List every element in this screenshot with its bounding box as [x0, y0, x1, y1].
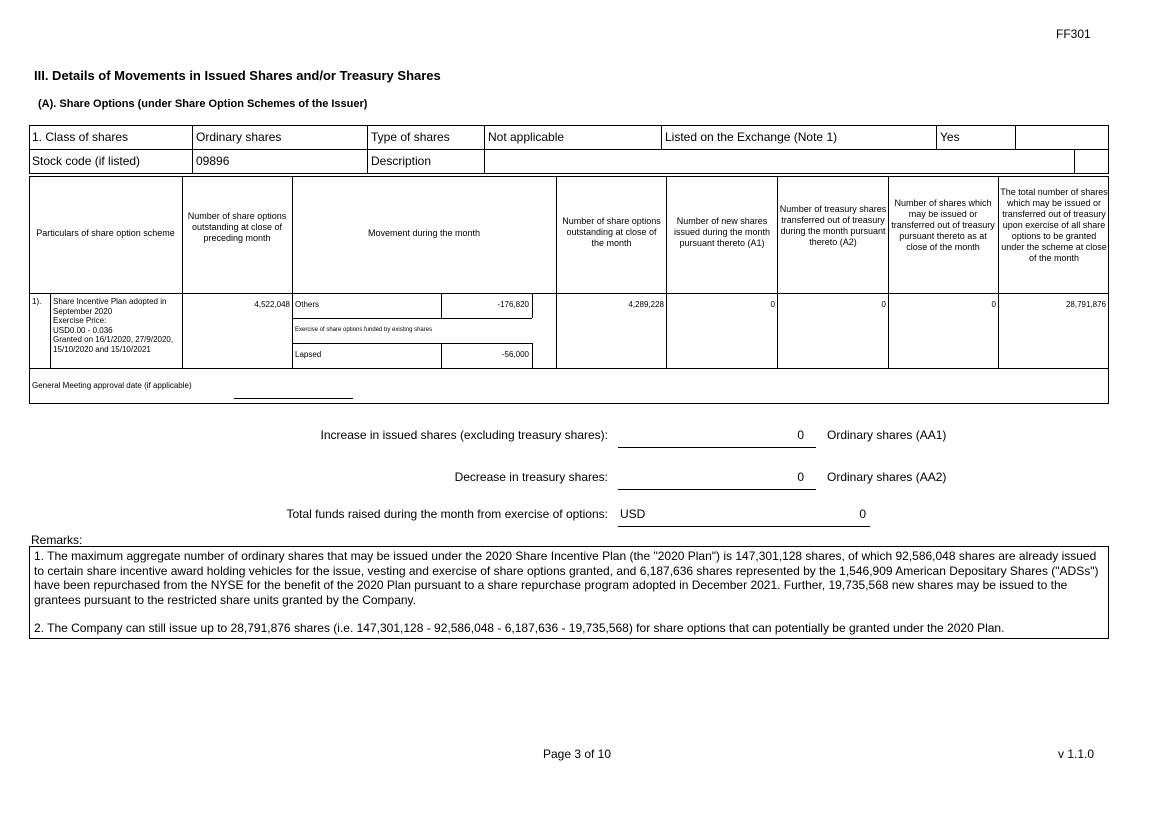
funds-label: Total funds raised during the month from exercise of options:: [286, 507, 608, 521]
total-number-value: 28,791,876: [1065, 300, 1106, 309]
section-title: III. Details of Movements in Issued Shares and/or Treasury Shares: [34, 68, 441, 83]
scheme-description: Share Incentive Plan adopted in September 2020 Exercise Price: USD0.00 - 0.036 Granted on 16/1/2020, 27/9/2020, 15/10/2020 and 15/10/2021: [53, 297, 174, 354]
general-meeting-label: General Meeting approval date (if applicable): [32, 381, 192, 390]
header-outstanding-prev: Number of share options outstanding at close of preceding month: [187, 211, 287, 243]
funds-value: 0: [859, 507, 866, 521]
scheme-index: 1).: [32, 297, 42, 306]
new-shares-value: 0: [770, 300, 775, 309]
header-particulars: Particulars of share option scheme: [36, 228, 175, 238]
increase-unit: Ordinary shares (AA1): [827, 428, 947, 442]
movement-exercise-label: Exercise of share options funded by existing shares: [295, 327, 433, 333]
header-may-be-issued: Number of shares which may be issued or transferred out of treasury pursuant thereto as at close of the month: [891, 198, 995, 252]
stock-code-value: 09896: [196, 154, 230, 168]
may-be-issued-value: 0: [991, 300, 996, 309]
decrease-value: 0: [797, 470, 804, 484]
header-outstanding-close: Number of share options outstanding at close of the month: [562, 216, 661, 248]
form-code: FF301: [1056, 27, 1091, 41]
type-of-shares-label: Type of shares: [371, 130, 450, 144]
header-total-number: The total number of shares which may be issued or transferred out of treasury upon exercise of all share options to be granted under the scheme at close of the month: [1000, 187, 1108, 263]
remark-2: 2. The Company can still issue up to 28,791,876 shares (i.e. 147,301,128 - 92,586,048 - 6,187,636 - 19,735,568) for share options that can potentially be granted under the 2020 Plan.: [34, 621, 1005, 635]
listed-label: Listed on the Exchange (Note 1): [665, 130, 838, 144]
remarks-box: [29, 546, 1109, 639]
header-movement: Movement during the month: [367, 228, 481, 238]
outstanding-prev-value: 4,522,048: [254, 300, 290, 309]
page-number: Page 3 of 10: [542, 747, 612, 761]
listed-value: Yes: [940, 130, 960, 144]
remark-1: 1. The maximum aggregate number of ordinary shares that may be issued under the 2020 Share Incentive Plan (the "2020 Plan") is 147,301,128 shares, of which 92,586,048 shares are already issued to certain share incentive award holding vehicles for the issue, vesting and exercise of share options granted, and 6,187,636 shares represented by the 1,546,909 American Depositary Shares ("ADSs") have been repurchased from the NYSE for the benefit of the 2020 Plan pursuant to a share repurchase program adopted in December 2021. Further, 19,735,568 new shares may be issued to the grantees pursuant to the restricted share units granted by the Company.: [34, 549, 1099, 607]
funds-currency: USD: [620, 507, 646, 521]
class-of-shares-label: 1. Class of shares: [32, 130, 129, 144]
increase-label: Increase in issued shares (excluding treasury shares):: [320, 428, 608, 442]
header-treasury-transferred: Number of treasury shares transferred out of treasury during the month pursuant thereto (A2): [779, 204, 887, 247]
class-of-shares-value: Ordinary shares: [196, 130, 282, 144]
movement-others-label: Others: [295, 300, 320, 309]
type-of-shares-value: Not applicable: [488, 130, 565, 144]
remarks-label: Remarks:: [31, 533, 83, 547]
subsection-title: (A). Share Options (under Share Option Schemes of the Issuer): [38, 98, 368, 110]
header-new-shares: Number of new shares issued during the month pursuant thereto (A1): [673, 216, 771, 248]
decrease-label: Decrease in treasury shares:: [454, 470, 608, 484]
stock-code-label: Stock code (if listed): [32, 154, 141, 168]
outstanding-close-value: 4,289,228: [628, 300, 664, 309]
stock-row: [29, 149, 1109, 174]
movement-lapsed-label: Lapsed: [295, 350, 322, 359]
decrease-unit: Ordinary shares (AA2): [827, 470, 947, 484]
movement-lapsed-value: -56,000: [501, 350, 529, 359]
version: v 1.1.0: [1058, 747, 1095, 761]
increase-value: 0: [797, 428, 804, 442]
description-label: Description: [371, 154, 432, 168]
movement-others-value: -176,820: [497, 300, 529, 309]
treasury-transferred-value: 0: [881, 300, 886, 309]
